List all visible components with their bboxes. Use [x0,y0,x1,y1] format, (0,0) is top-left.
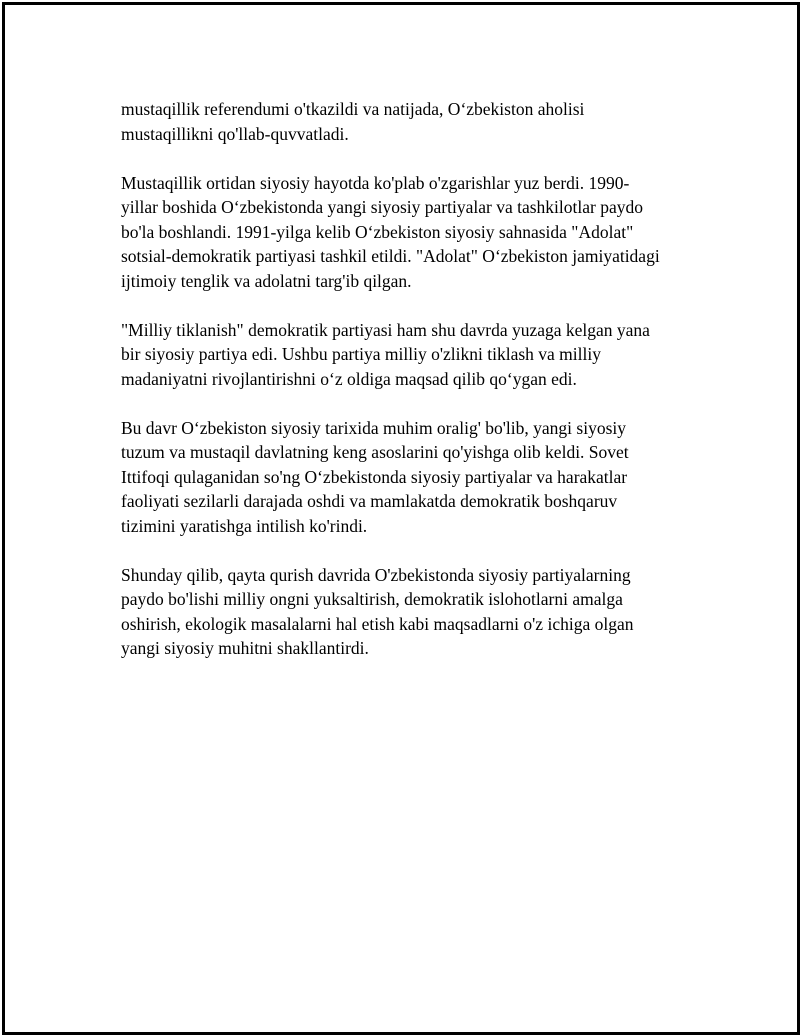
text-line: Shunday qilib, qayta qurish davrida O'zbekistonda siyosiy partiyalarning [121,564,631,585]
document-body [121,97,701,685]
text-line: faoliyati sezilarli darajada oshdi va mamlakatda demokratik boshqaruv [121,491,618,511]
text-line: bo'la boshlandi. 1991-yilga kelib O‘zbekiston siyosiy sahnasida "Adolat" [121,221,634,242]
page-frame [2,2,800,1035]
text-line: paydo bo'lishi milliy ongni yuksaltirish, demokratik islohotlarni amalga [121,589,623,609]
text-line: Mustaqillik ortidan siyosiy hayotda ko'plab o'zgarishlar yuz berdi. 1990- [121,172,630,193]
paragraph-2 [121,171,701,294]
text-line: madaniyatni rivojlantirishni o‘z oldiga maqsad qilib qo‘ygan edi. [121,368,577,389]
paragraph-1 [121,97,701,146]
paragraph-4 [121,416,701,539]
text-line: sotsial-demokratik partiyasi tashkil etildi. "Adolat" O‘zbekiston jamiyatidagi [121,246,660,266]
text-line: tizimini yaratishga intilish ko'rindi. [121,515,368,536]
text-line: yangi siyosiy muhitni shakllantirdi. [121,638,369,658]
text-line: oshirish, ekologik masalalarni hal etish kabi maqsadlarni o'z ichiga olgan [121,613,634,634]
text-line: Bu davr O‘zbekiston siyosiy tarixida muhim oralig' bo'lib, yangi siyosiy [121,417,627,438]
text-line: bir siyosiy partiya edi. Ushbu partiya milliy o'zlikni tiklash va milliy [121,344,601,364]
text-line: "Milliy tiklanish" demokratik partiyasi ham shu davrda yuzaga kelgan yana [121,319,650,340]
text-line: ijtimoiy tenglik va adolatni targ'ib qilgan. [121,270,412,291]
paragraph-5 [121,563,701,661]
text-line: Ittifoqi qulaganidan so'ng O‘zbekistonda siyosiy partiyalar va harakatlar [121,466,628,487]
paragraph-3 [121,318,701,392]
text-line: tuzum va mustaqil davlatning keng asoslarini qo'yishga olib keldi. Sovet [121,442,629,462]
text-line: mustaqillikni qo'llab-quvvatladi. [121,123,349,144]
text-line: yillar boshida O‘zbekistonda yangi siyosiy partiyalar va tashkilotlar paydo [121,197,643,217]
text-line: mustaqillik referendumi o'tkazildi va natijada, O‘zbekiston aholisi [121,99,585,119]
